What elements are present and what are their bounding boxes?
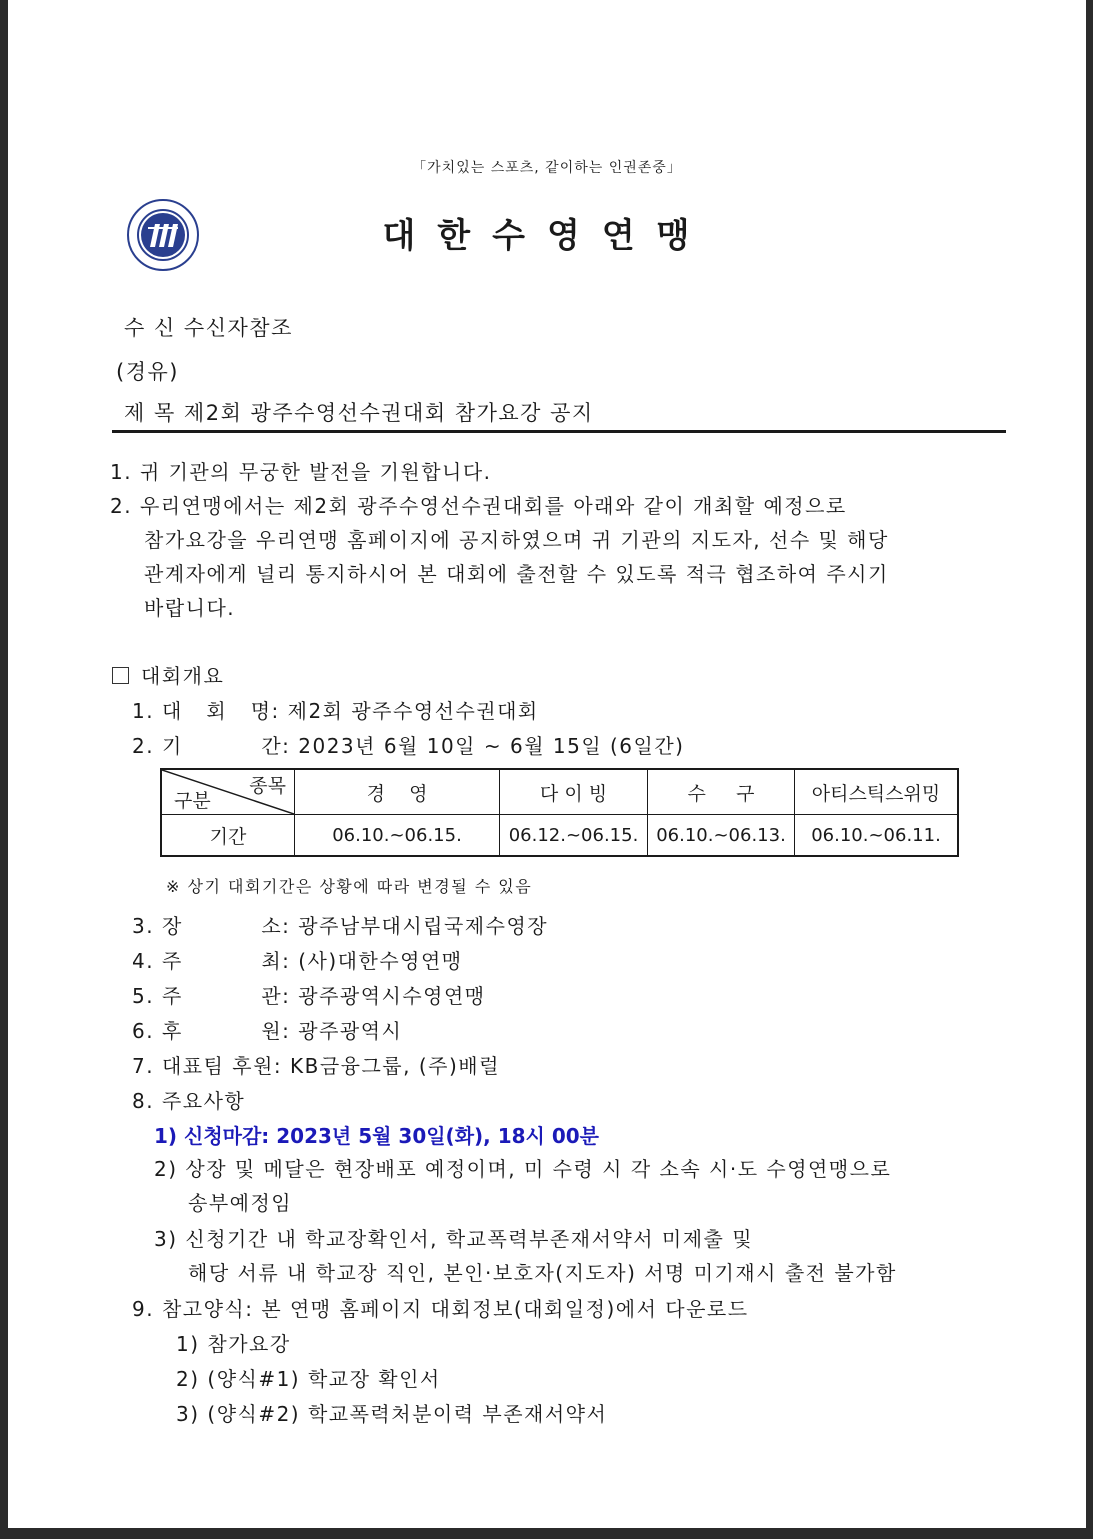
outline-item-7: 7. 대표팀 후원: KB금융그룹, (주)배럴	[132, 1054, 500, 1078]
outline-item-3: 3. 장 소: 광주남부대시립국제수영장	[132, 914, 549, 938]
outline-item-8: 8. 주요사항	[132, 1089, 246, 1113]
section-title-text: 대회개요	[141, 664, 225, 688]
schedule-header-row	[161, 769, 958, 815]
body-paragraph-2-line-2: 참가요강을 우리연맹 홈페이지에 공지하였으며 귀 기관의 지도자, 선수 및 해당	[144, 528, 889, 552]
notice-2-line-1: 2) 상장 및 메달은 현장배포 예정이며, 미 수령 시 각 소속 시·도 수영연맹으로	[154, 1157, 892, 1181]
corner-label-category: 구분	[174, 790, 211, 812]
notice-2-line-2: 송부예정임	[188, 1191, 293, 1215]
recipient-line: 수 신 수신자참조	[124, 316, 293, 340]
subject-divider	[112, 430, 1006, 433]
event-header-artistic: 아티스틱스위밍	[795, 769, 959, 815]
reference-form-2: 2) (양식#1) 학교장 확인서	[176, 1367, 441, 1391]
body-paragraph-1: 1. 귀 기관의 무궁한 발전을 기원합니다.	[110, 460, 492, 484]
body-paragraph-2-line-4: 바랍니다.	[144, 596, 236, 620]
outline-item-4: 4. 주 최: (사)대한수영연맹	[132, 949, 463, 973]
outline-item-5: 5. 주 관: 광주광역시수영연맹	[132, 984, 486, 1008]
deadline-notice: 1) 신청마감: 2023년 5월 30일(화), 18시 00분	[154, 1124, 599, 1148]
subject-line: 제 목 제2회 광주수영선수권대회 참가요강 공지	[124, 401, 594, 425]
event-header-waterpolo: 수 구	[648, 769, 795, 815]
body-paragraph-2-line-3: 관계자에게 널리 통지하시어 본 대회에 출전할 수 있도록 적극 협조하여 주시기	[144, 562, 889, 586]
outline-item-9: 9. 참고양식: 본 연맹 홈페이지 대회정보(대회일정)에서 다운로드	[132, 1297, 749, 1321]
schedule-corner-cell	[161, 769, 295, 815]
slogan: 「가치있는 스포츠, 같이하는 인권존중」	[412, 160, 682, 176]
period-waterpolo: 06.10.~06.13.	[648, 815, 795, 857]
period-row-label: 기간	[161, 815, 295, 857]
section-title	[112, 660, 224, 689]
corner-label-event: 종목	[249, 775, 286, 797]
reference-form-1: 1) 참가요강	[176, 1332, 291, 1356]
reference-form-3: 3) (양식#2) 학교폭력처분이력 부존재서약서	[176, 1402, 608, 1426]
outline-item-1: 1. 대 회 명: 제2회 광주수영선수권대회	[132, 699, 539, 723]
schedule-period-row	[161, 815, 958, 857]
org-title: 대한수영연맹	[382, 216, 712, 256]
event-header-swimming: 경 영	[295, 769, 500, 815]
document-page	[8, 0, 1086, 1528]
schedule-table	[160, 768, 959, 857]
period-swimming: 06.10.~06.15.	[295, 815, 500, 857]
via-line: (경유)	[116, 360, 179, 384]
outline-item-6: 6. 후 원: 광주광역시	[132, 1019, 403, 1043]
event-header-diving: 다 이 빙	[500, 769, 648, 815]
schedule-note: ※ 상기 대회기간은 상황에 따라 변경될 수 있음	[166, 877, 533, 896]
checkbox-square-icon	[112, 667, 129, 684]
body-paragraph-2-line-1: 2. 우리연맹에서는 제2회 광주수영선수권대회를 아래와 같이 개최할 예정으로	[110, 494, 847, 518]
notice-3-line-2: 해당 서류 내 학교장 직인, 본인·보호자(지도자) 서명 미기재시 출전 불가함	[188, 1261, 897, 1285]
period-artistic: 06.10.~06.11.	[795, 815, 959, 857]
notice-3-line-1: 3) 신청기간 내 학교장확인서, 학교폭력부존재서약서 미제출 및	[154, 1227, 754, 1251]
period-diving: 06.12.~06.15.	[500, 815, 648, 857]
outline-item-2: 2. 기 간: 2023년 6월 10일 ~ 6월 15일 (6일간)	[132, 734, 685, 758]
